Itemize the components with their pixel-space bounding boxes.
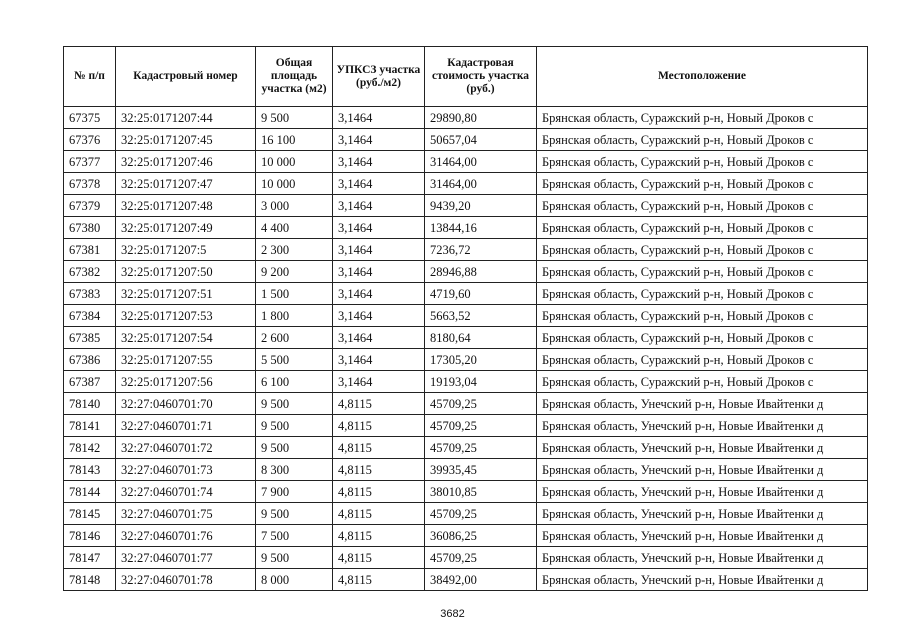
- cell-location: Брянская область, Суражский р-н, Новый Дроков с: [537, 239, 868, 261]
- table-row: [64, 547, 868, 569]
- table-row: [64, 459, 868, 481]
- cell-upksz: 3,1464: [333, 349, 425, 371]
- table-header-row: [64, 47, 868, 107]
- cell-area: 9 500: [256, 503, 333, 525]
- cell-cadastral-number: 32:25:0171207:55: [116, 349, 256, 371]
- table-row: [64, 261, 868, 283]
- table-row: [64, 305, 868, 327]
- cell-cadastral-value: 31464,00: [425, 151, 537, 173]
- cell-location: Брянская область, Суражский р-н, Новый Дроков с: [537, 107, 868, 129]
- cell-cadastral-number: 32:25:0171207:51: [116, 283, 256, 305]
- cell-upksz: 3,1464: [333, 283, 425, 305]
- cell-area: 9 500: [256, 393, 333, 415]
- cell-area: 16 100: [256, 129, 333, 151]
- cell-location: Брянская область, Суражский р-н, Новый Дроков с: [537, 349, 868, 371]
- cell-area: 1 500: [256, 283, 333, 305]
- cell-cadastral-value: 45709,25: [425, 393, 537, 415]
- cell-cadastral-value: 45709,25: [425, 437, 537, 459]
- cell-cadastral-number: 32:25:0171207:54: [116, 327, 256, 349]
- cell-upksz: 4,8115: [333, 547, 425, 569]
- cell-area: 9 500: [256, 107, 333, 129]
- cell-cadastral-value: 31464,00: [425, 173, 537, 195]
- cell-location: Брянская область, Унечский р-н, Новые Ивайтенки д: [537, 525, 868, 547]
- page-number: 3682: [440, 608, 465, 620]
- cell-cadastral-number: 32:27:0460701:76: [116, 525, 256, 547]
- cell-cadastral-value: 5663,52: [425, 305, 537, 327]
- table-row: [64, 217, 868, 239]
- col-header-area: Общая площадь участка (м2): [256, 47, 333, 107]
- cell-number: 67385: [64, 327, 116, 349]
- cell-upksz: 3,1464: [333, 217, 425, 239]
- cell-location: Брянская область, Суражский р-н, Новый Дроков с: [537, 371, 868, 393]
- cell-location: Брянская область, Унечский р-н, Новые Ивайтенки д: [537, 393, 868, 415]
- table-row: [64, 393, 868, 415]
- cell-area: 2 600: [256, 327, 333, 349]
- cell-location: Брянская область, Суражский р-н, Новый Дроков с: [537, 129, 868, 151]
- cell-cadastral-value: 38010,85: [425, 481, 537, 503]
- cell-cadastral-number: 32:27:0460701:73: [116, 459, 256, 481]
- cell-area: 10 000: [256, 173, 333, 195]
- cell-area: 7 500: [256, 525, 333, 547]
- cell-upksz: 4,8115: [333, 459, 425, 481]
- cell-number: 78141: [64, 415, 116, 437]
- cell-cadastral-number: 32:25:0171207:47: [116, 173, 256, 195]
- cell-cadastral-number: 32:25:0171207:48: [116, 195, 256, 217]
- table-row: [64, 107, 868, 129]
- cell-location: Брянская область, Унечский р-н, Новые Ивайтенки д: [537, 437, 868, 459]
- cell-area: 3 000: [256, 195, 333, 217]
- cell-cadastral-value: 38492,00: [425, 569, 537, 591]
- cell-upksz: 4,8115: [333, 503, 425, 525]
- cell-area: 8 000: [256, 569, 333, 591]
- cell-number: 67382: [64, 261, 116, 283]
- table-row: [64, 481, 868, 503]
- cell-cadastral-value: 45709,25: [425, 415, 537, 437]
- cell-cadastral-value: 28946,88: [425, 261, 537, 283]
- table-body: [64, 107, 868, 591]
- cell-cadastral-value: 45709,25: [425, 503, 537, 525]
- cell-cadastral-number: 32:25:0171207:50: [116, 261, 256, 283]
- cell-area: 4 400: [256, 217, 333, 239]
- table-row: [64, 371, 868, 393]
- cell-cadastral-value: 9439,20: [425, 195, 537, 217]
- cell-area: 9 500: [256, 547, 333, 569]
- cell-location: Брянская область, Суражский р-н, Новый Дроков с: [537, 261, 868, 283]
- cell-area: 1 800: [256, 305, 333, 327]
- cadastral-table: [63, 46, 868, 591]
- cell-upksz: 3,1464: [333, 261, 425, 283]
- cell-number: 78143: [64, 459, 116, 481]
- cell-cadastral-number: 32:27:0460701:78: [116, 569, 256, 591]
- cell-number: 67383: [64, 283, 116, 305]
- cell-upksz: 3,1464: [333, 327, 425, 349]
- table-row: [64, 525, 868, 547]
- cell-number: 78144: [64, 481, 116, 503]
- cell-cadastral-value: 39935,45: [425, 459, 537, 481]
- cell-upksz: 3,1464: [333, 129, 425, 151]
- cell-cadastral-number: 32:27:0460701:72: [116, 437, 256, 459]
- cell-location: Брянская область, Суражский р-н, Новый Дроков с: [537, 283, 868, 305]
- cell-area: 6 100: [256, 371, 333, 393]
- table-row: [64, 569, 868, 591]
- cell-cadastral-value: 29890,80: [425, 107, 537, 129]
- cell-number: 78145: [64, 503, 116, 525]
- cell-number: 67376: [64, 129, 116, 151]
- cell-location: Брянская область, Унечский р-н, Новые Ивайтенки д: [537, 503, 868, 525]
- cell-cadastral-value: 7236,72: [425, 239, 537, 261]
- cell-upksz: 3,1464: [333, 173, 425, 195]
- cell-area: 9 500: [256, 437, 333, 459]
- cell-number: 67379: [64, 195, 116, 217]
- col-header-upksz: УПКСЗ участка (руб./м2): [333, 47, 425, 107]
- cell-cadastral-value: 19193,04: [425, 371, 537, 393]
- cell-number: 67386: [64, 349, 116, 371]
- cell-number: 78140: [64, 393, 116, 415]
- cell-upksz: 4,8115: [333, 415, 425, 437]
- cell-area: 9 200: [256, 261, 333, 283]
- cell-location: Брянская область, Унечский р-н, Новые Ивайтенки д: [537, 415, 868, 437]
- cell-area: 5 500: [256, 349, 333, 371]
- cell-cadastral-number: 32:25:0171207:49: [116, 217, 256, 239]
- table-row: [64, 503, 868, 525]
- cell-location: Брянская область, Унечский р-н, Новые Ивайтенки д: [537, 459, 868, 481]
- cell-cadastral-number: 32:27:0460701:71: [116, 415, 256, 437]
- cell-cadastral-value: 4719,60: [425, 283, 537, 305]
- cell-number: 67378: [64, 173, 116, 195]
- cell-upksz: 3,1464: [333, 371, 425, 393]
- cell-upksz: 3,1464: [333, 305, 425, 327]
- cell-area: 10 000: [256, 151, 333, 173]
- cell-cadastral-value: 17305,20: [425, 349, 537, 371]
- col-header-cadastral-value: Кадастровая стоимость участка (руб.): [425, 47, 537, 107]
- cell-number: 67375: [64, 107, 116, 129]
- cell-number: 67380: [64, 217, 116, 239]
- col-header-location: Местоположение: [537, 47, 868, 107]
- cell-cadastral-value: 50657,04: [425, 129, 537, 151]
- cell-location: Брянская область, Унечский р-н, Новые Ивайтенки д: [537, 481, 868, 503]
- cell-upksz: 4,8115: [333, 569, 425, 591]
- cell-area: 2 300: [256, 239, 333, 261]
- cell-cadastral-number: 32:25:0171207:46: [116, 151, 256, 173]
- table-row: [64, 437, 868, 459]
- cell-cadastral-number: 32:25:0171207:56: [116, 371, 256, 393]
- cell-upksz: 4,8115: [333, 525, 425, 547]
- cell-number: 78142: [64, 437, 116, 459]
- cell-cadastral-number: 32:27:0460701:70: [116, 393, 256, 415]
- col-header-cadastral-number: Кадастровый номер: [116, 47, 256, 107]
- cell-location: Брянская область, Унечский р-н, Новые Ивайтенки д: [537, 569, 868, 591]
- cell-upksz: 4,8115: [333, 393, 425, 415]
- table-row: [64, 349, 868, 371]
- cell-cadastral-number: 32:25:0171207:5: [116, 239, 256, 261]
- table-row: [64, 173, 868, 195]
- cell-number: 78147: [64, 547, 116, 569]
- cell-cadastral-value: 8180,64: [425, 327, 537, 349]
- cell-cadastral-number: 32:27:0460701:74: [116, 481, 256, 503]
- cell-location: Брянская область, Суражский р-н, Новый Дроков с: [537, 305, 868, 327]
- cell-area: 7 900: [256, 481, 333, 503]
- table-row: [64, 327, 868, 349]
- cell-location: Брянская область, Суражский р-н, Новый Дроков с: [537, 217, 868, 239]
- cell-cadastral-number: 32:25:0171207:44: [116, 107, 256, 129]
- cell-number: 78146: [64, 525, 116, 547]
- cell-cadastral-number: 32:27:0460701:75: [116, 503, 256, 525]
- cell-location: Брянская область, Суражский р-н, Новый Дроков с: [537, 327, 868, 349]
- cell-location: Брянская область, Суражский р-н, Новый Дроков с: [537, 173, 868, 195]
- cell-upksz: 4,8115: [333, 437, 425, 459]
- cell-number: 67384: [64, 305, 116, 327]
- cell-number: 67387: [64, 371, 116, 393]
- cell-number: 67381: [64, 239, 116, 261]
- cell-area: 8 300: [256, 459, 333, 481]
- table-row: [64, 239, 868, 261]
- cell-upksz: 3,1464: [333, 239, 425, 261]
- cell-cadastral-value: 36086,25: [425, 525, 537, 547]
- cell-area: 9 500: [256, 415, 333, 437]
- cell-upksz: 3,1464: [333, 107, 425, 129]
- table-row: [64, 129, 868, 151]
- cell-location: Брянская область, Суражский р-н, Новый Дроков с: [537, 151, 868, 173]
- cell-upksz: 3,1464: [333, 151, 425, 173]
- cell-upksz: 3,1464: [333, 195, 425, 217]
- cell-location: Брянская область, Унечский р-н, Новые Ивайтенки д: [537, 547, 868, 569]
- cell-cadastral-number: 32:25:0171207:53: [116, 305, 256, 327]
- cell-number: 67377: [64, 151, 116, 173]
- cell-cadastral-number: 32:25:0171207:45: [116, 129, 256, 151]
- cell-cadastral-number: 32:27:0460701:77: [116, 547, 256, 569]
- cell-cadastral-value: 45709,25: [425, 547, 537, 569]
- cell-number: 78148: [64, 569, 116, 591]
- cell-location: Брянская область, Суражский р-н, Новый Дроков с: [537, 195, 868, 217]
- table-row: [64, 415, 868, 437]
- cell-cadastral-value: 13844,16: [425, 217, 537, 239]
- table-row: [64, 195, 868, 217]
- cell-upksz: 4,8115: [333, 481, 425, 503]
- table-row: [64, 283, 868, 305]
- table-row: [64, 151, 868, 173]
- col-header-number: № п/п: [64, 47, 116, 107]
